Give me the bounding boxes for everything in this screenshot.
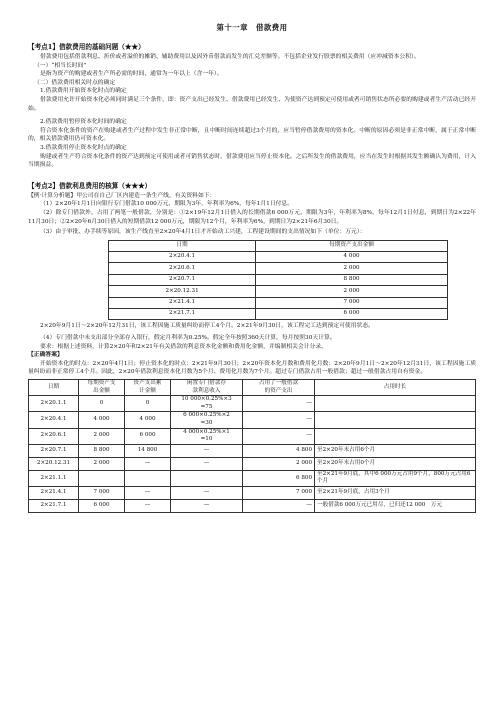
table-cell: — xyxy=(171,486,243,499)
table-row xyxy=(29,486,476,499)
table-cell: 2 000 xyxy=(256,263,448,274)
table-cell: 8 800 xyxy=(256,274,448,285)
table-cell: 2×20.6.1 xyxy=(29,428,79,444)
paragraph: 是指为资产的购建或者生产所必需的时间，通常为一年以上（含一年）。 xyxy=(40,71,223,78)
table-cell: 2×20.6.1 xyxy=(109,263,256,274)
table-cell xyxy=(171,470,243,486)
section-1-heading: 【考点1】借款费用的基础问题（★★） xyxy=(28,43,145,51)
table-cell xyxy=(315,412,476,428)
page-title: 第十一章 借款费用 xyxy=(216,23,288,32)
table-cell: — xyxy=(171,457,243,470)
table-row xyxy=(29,444,476,457)
paragraph: 借款费用允许开始资本化必须同时满足三个条件，即：资产支出已经发生、借款费用已经发生、为使资产达到预定可使用或者可销售状态所必要的购建或者生产活动已经开始。 xyxy=(28,96,476,112)
answer-heading: 【正确答案】 xyxy=(28,352,63,359)
table-header: 闲置专门借款存 款利息收入 xyxy=(171,379,243,395)
table-cell: — xyxy=(125,457,171,470)
expenditure-table xyxy=(108,240,448,321)
table-header: 资产支出累 计金额 xyxy=(125,379,171,395)
paragraph: （4）专门借款中未支出部分全部存入银行，假定月利率为0.25%。假定全年按照360天计算，每月按照30天计算。 xyxy=(40,335,336,342)
paragraph: 开始资本化的时点：2×20年4月1日；停止资本化的时点：2×21年9月30日；2×20年资本化月数和费用化月数：2×20年9月1日～2×20年12月31日，该工程因施工质量纠纷而非正常停工4个月。因此，2×20年借款利息资本化月数为5个月、费用化月数为7个月。超过专门借款占用一般借款；超过一般借款占用自有资金。 xyxy=(28,360,476,376)
table-cell: 2×20.7.1 xyxy=(29,444,79,457)
table-cell: 4 000 xyxy=(256,252,448,263)
table-row xyxy=(29,499,476,512)
section-2-heading: 【考点2】借款利息费用的核算（★★★） xyxy=(28,181,152,190)
table-cell: — xyxy=(243,396,315,412)
table-cell: 2×21.7.1 xyxy=(109,309,256,320)
table-cell: 6 000 xyxy=(79,499,125,512)
subheading: 2.借款费用暂停资本化时间的确定 xyxy=(40,119,127,126)
table-cell: 4 800 xyxy=(243,444,315,457)
table-cell: 至2×20年末占用0个月 xyxy=(315,457,476,470)
table-cell: 6 000 xyxy=(125,428,171,444)
table-cell xyxy=(125,470,171,486)
table-row xyxy=(29,457,476,470)
paragraph: 2×20年9月1日～2×20年12月31日，该工程因施工质量纠纷而停工4个月。2×21年9月30日，该工程完工达到预定可使用状态。 xyxy=(40,323,374,330)
table-header: 日期 xyxy=(109,240,256,251)
table-cell: 6 800 xyxy=(243,470,315,486)
table-cell: 一般借款6 000万元已用尽，已归还12 000 万元 xyxy=(315,499,476,512)
table-header: 日期 xyxy=(29,379,79,395)
subheading: （二）借款费用相关时点的确定 xyxy=(34,79,116,86)
table-cell: 至2×21年9月底，其中6 000万元占用9个月，800万元占用6个月 xyxy=(315,470,476,486)
paragraph: （3）由于审批、办手续等原因，该生产线直至2×20年4月1日才开始动工兴建，工程建设期间的支出情况如下（单位：万元）： xyxy=(40,229,366,236)
table-cell: 0 xyxy=(79,396,125,412)
table-cell: 4 000 xyxy=(125,412,171,428)
table-cell: — xyxy=(125,486,171,499)
table-cell: 至2×21年9月底，占用3个月 xyxy=(315,486,476,499)
table-cell: 2 000 xyxy=(243,457,315,470)
table-header: 占用时长 xyxy=(315,379,476,395)
table-row xyxy=(29,396,476,412)
table-row xyxy=(109,274,448,285)
table-cell: — xyxy=(243,428,315,444)
table-cell: — xyxy=(125,499,171,512)
table-cell: — xyxy=(171,444,243,457)
table-cell: 2 000 xyxy=(79,428,125,444)
table-cell: 4 000 xyxy=(79,412,125,428)
table-cell: 10 000×0.25%×3 =75 xyxy=(171,396,243,412)
table-cell: 0 xyxy=(125,396,171,412)
table-cell xyxy=(315,396,476,412)
table-row xyxy=(109,297,448,308)
table-cell: 2×20.12.31 xyxy=(29,457,79,470)
paragraph: （2）除专门借款外，占用了两笔一般借款，分别是：①2×19年12月1日借入的长期借款6 000万元，期限为3年，年利率为8%，每年12月1日付息，到期日为2×22年11月30日；②2×20年6月30日借入的短期借款12 000万元，期限为12个月，年利率为6%，到期日为2×21年6月30日。 xyxy=(28,209,476,225)
paragraph: （1）2×20年1月1日向银行专门借款10 000万元，期限为3年，年利率为6%，每年1月1日付息。 xyxy=(40,201,294,208)
table-cell: 2×20.1.1 xyxy=(29,396,79,412)
table-cell: — xyxy=(243,412,315,428)
paragraph: 借款费用包括借款利息、折价或者溢价的摊销、辅助费用以及因外币借款而发生的汇兑差额等。不包括企业发行股票的相关费用（应冲减资本公积）。 xyxy=(40,54,420,60)
table-cell: — xyxy=(243,499,315,512)
table-cell: 至2×20年末占用6个月 xyxy=(315,444,476,457)
table-cell: 2 000 xyxy=(79,457,125,470)
table-cell: 2×21.4.1 xyxy=(109,297,256,308)
table-row xyxy=(109,309,448,320)
interest-calculation-table xyxy=(28,379,476,513)
subheading: （一）“相当长时间” xyxy=(34,62,87,69)
table-cell: 8 800 xyxy=(79,444,125,457)
table-cell: 4 000×0.25%×1 =10 xyxy=(171,428,243,444)
table-cell: 2×20.7.1 xyxy=(109,274,256,285)
table-row xyxy=(109,252,448,263)
table-cell: 6 000 xyxy=(256,309,448,320)
table-cell: 7 000 xyxy=(243,486,315,499)
table-cell: 2×21.7.1 xyxy=(29,499,79,512)
table-row xyxy=(29,412,476,428)
subheading: 1.借款费用开始资本化时点的确定 xyxy=(40,88,127,95)
table-cell: 2×21.1.1 xyxy=(29,470,79,486)
table-row xyxy=(109,263,448,274)
table-header: 每期资产支 出金额 xyxy=(79,379,125,395)
table-cell: 7 000 xyxy=(256,297,448,308)
table-cell: — xyxy=(171,499,243,512)
table-cell: 2×20.4.1 xyxy=(29,412,79,428)
table-header: 每期资产支出金额 xyxy=(256,240,448,251)
table-cell: 14 800 xyxy=(125,444,171,457)
table-cell: 2×21.4.1 xyxy=(29,486,79,499)
table-cell: 7 000 xyxy=(79,486,125,499)
table-header: 占用了一般借款 的资产支出 xyxy=(243,379,315,395)
paragraph: 购建或者生产符合资本化条件的资产达到预定可使用或者可销售状态时，借款费用应当停止资本化。之后所发生的借款费用，应当在发生时根据其发生额确认为费用，计入当期损益。 xyxy=(28,153,476,169)
table-cell: 2×20.12.31 xyxy=(109,286,256,297)
paragraph: 要求：根据上述资料，计算2×20年和2×21年有关借款的利息资本化金额和费用化金额，并编制相关会计分录。 xyxy=(40,343,327,350)
table-row xyxy=(29,470,476,486)
table-cell: 2 000 xyxy=(256,286,448,297)
table-cell: 6 000×0.25%×2 =30 xyxy=(171,412,243,428)
paragraph: 【例·计算分析题】甲公司在自己厂区内建造一条生产线，有关资料如下： xyxy=(28,192,216,199)
paragraph: 符合资本化条件的资产在购建或者生产过程中发生非正常中断，且中断时间连续超过3个月的，应当暂停借款费用的资本化。中断的原因必须是非正常中断，属于正常中断的，相关借款费用仍可资本化。 xyxy=(28,127,476,143)
subheading: 3.借款费用停止资本化时点的确定 xyxy=(40,144,127,151)
table-cell xyxy=(79,470,125,486)
table-row xyxy=(109,286,448,297)
table-cell xyxy=(315,428,476,444)
table-row xyxy=(29,428,476,444)
table-cell: 2×20.4.1 xyxy=(109,252,256,263)
